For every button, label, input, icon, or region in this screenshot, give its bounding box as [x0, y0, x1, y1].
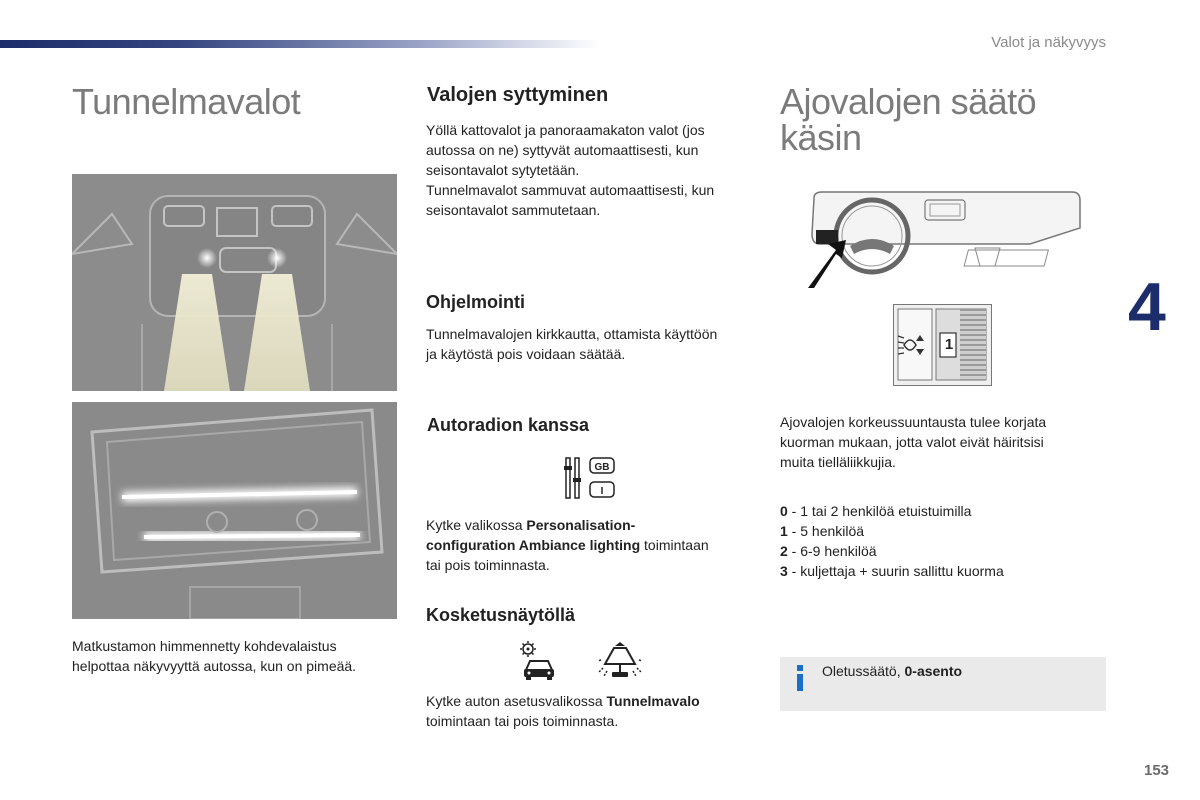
left-caption: [72, 636, 356, 676]
legend-text: - 5 henkilöä: [787, 523, 865, 539]
legend-item: [780, 541, 877, 561]
section4-text: [426, 691, 700, 731]
legend-item: [780, 521, 864, 541]
heading-ohjelmointi: Ohjelmointi: [426, 292, 525, 312]
thumbwheel-ridges: [960, 309, 986, 380]
legend-item: [780, 501, 971, 521]
section3-text: [426, 515, 709, 575]
section1-line: Tunnelmavalot sammuvat automaattisesti, kun: [426, 182, 715, 198]
heading-autoradion-kanssa: Autoradion kanssa: [427, 415, 590, 435]
section2-text: [426, 324, 717, 364]
section1-line: seisontavalot sammutetaan.: [426, 202, 601, 218]
legend-key: 1: [780, 523, 788, 539]
section2-line: Tunnelmavalojen kirkkautta, ottamista käyttöön: [426, 326, 718, 342]
desc-line: Ajovalojen korkeussuuntausta tulee korjata: [780, 414, 1047, 430]
section4-bold: Tunnelmavalo: [606, 693, 700, 709]
page-number: 153: [1144, 762, 1170, 779]
ambient-lamp-icon: [597, 640, 643, 682]
section4-prefix: Kytke auton asetusvalikossa: [426, 693, 607, 709]
legend-text: - kuljettaja + suurin sallittu kuorma: [787, 563, 1004, 579]
right-description: [780, 412, 1046, 472]
thumbwheel-label: 1: [944, 336, 954, 353]
section2-line: ja käytöstä pois voidaan säätää.: [426, 346, 626, 362]
chapter-title: Valot ja näkyvyys: [991, 34, 1106, 51]
radio-settings-icon: [563, 452, 615, 500]
caption-line-1: Matkustamon himmennetty kohdevalaistus: [72, 638, 337, 654]
desc-line: muita tielläliikkujia.: [780, 454, 896, 470]
info-icon: [794, 665, 806, 691]
headlamp-adjuster-illustration: [893, 304, 992, 386]
legend-key: 0: [780, 503, 788, 519]
info-box: [780, 657, 1106, 711]
chapter-number: 4: [1128, 269, 1166, 345]
dashboard-illustration: [800, 188, 1082, 288]
heading-kosketusnaytolla: Kosketusnäytöllä: [426, 605, 576, 625]
title-line-1: Ajovalojen säätö: [780, 81, 1037, 122]
caption-line-2: helpottaa näkyvyyttä autossa, kun on pimeää.: [72, 658, 357, 674]
heading-valojen-syttyminen: Valojen syttyminen: [427, 84, 609, 106]
icon-label-i: I: [600, 486, 604, 497]
section1-line: Yöllä kattovalot ja panoraamakaton valot (jos: [426, 122, 705, 138]
car-settings-icon: [518, 640, 560, 682]
section3-line-3: tai pois toiminnasta.: [426, 557, 550, 573]
legend-key: 3: [780, 563, 788, 579]
section1-line: autossa on ne) syttyvät automaattisesti, kun: [426, 142, 699, 158]
info-bold: 0-asento: [904, 663, 963, 679]
header-gradient-bar: [0, 40, 600, 48]
legend-text: - 6-9 henkilöä: [787, 543, 877, 559]
section1-line: seisontavalot sytytetään.: [426, 162, 580, 178]
section4-line-2: toimintaan tai pois toiminnasta.: [426, 713, 619, 729]
section3-prefix: Kytke valikossa: [426, 517, 527, 533]
icon-label-gb: GB: [594, 462, 610, 473]
desc-line: kuorman mukaan, jotta valot eivät häiritsisi: [780, 434, 1044, 450]
page-title-ajovalojen: [780, 81, 1037, 158]
page-title-tunnelmavalot: Tunnelmavalot: [72, 81, 301, 122]
section1-text: [426, 120, 714, 220]
section3-suffix: toimintaan: [640, 537, 709, 553]
section3-bold-2: configuration Ambiance lighting: [426, 537, 641, 553]
legend-text: - 1 tai 2 henkilöä etuistuimilla: [787, 503, 972, 519]
legend-key: 2: [780, 543, 788, 559]
title-line-2: käsin: [780, 117, 862, 158]
info-prefix: Oletussäätö,: [822, 663, 905, 679]
panoramic-roof-photo: [72, 402, 397, 619]
ceiling-lights-photo: [72, 174, 397, 391]
section3-bold-1: Personalisation-: [526, 517, 636, 533]
info-text: [822, 661, 962, 681]
legend-item: [780, 561, 1004, 581]
